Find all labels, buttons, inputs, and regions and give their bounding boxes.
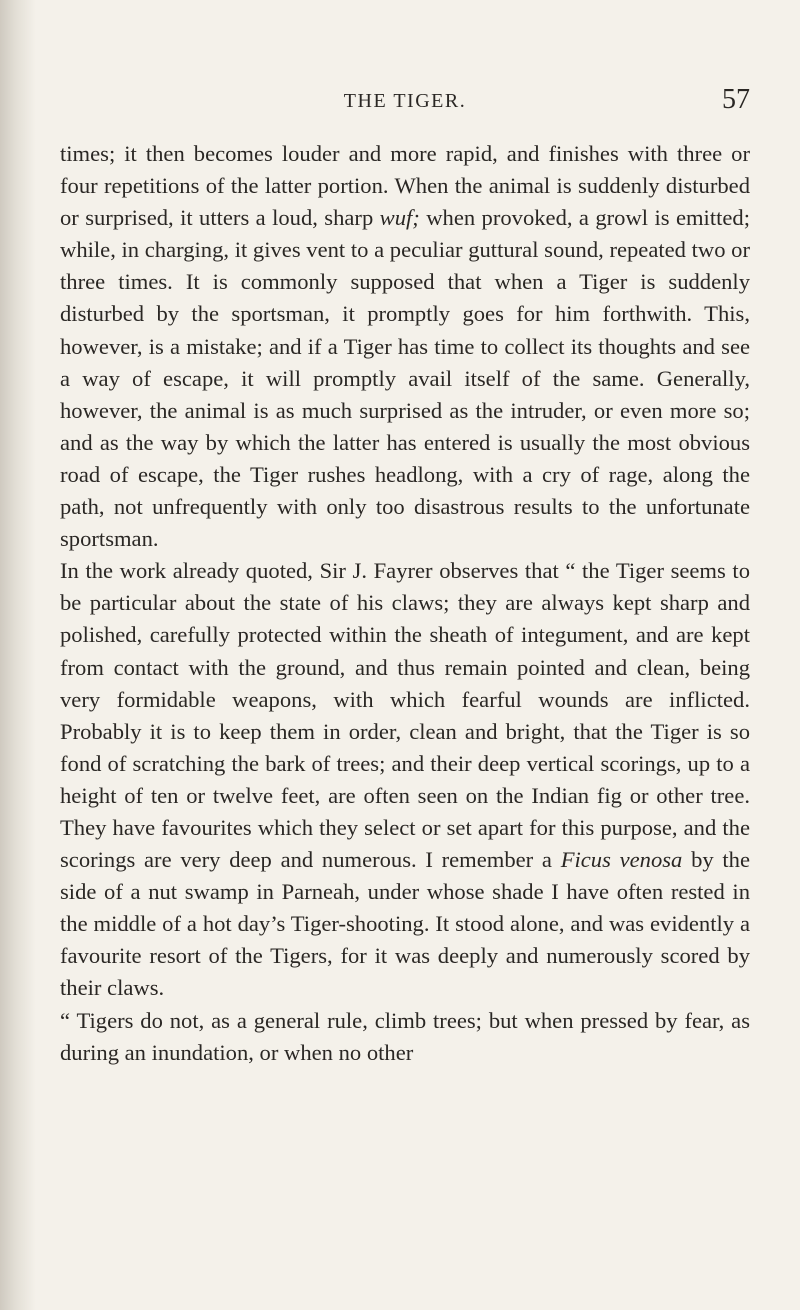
paragraph-1-text-continued: when provoked, a growl is emitted; while, in charging, it gives vent to a peculiar guttural sound, repeated two or three times. It is commonly supposed that when a Tiger is suddenly disturbed by the sportsman, it promptly goes for him forthwith. This, however, is a mistake; and if a Tiger has time to collect its thoughts and see a way of escape, it will promptly avail itself of the same. Generally, however, the animal is as much surprised as the intruder, or even more so; and as the way by which the latter has entered is usually the most obvious road of escape, the Tiger rushes headlong, with a cry of rage, along the path, not unfrequently with only too disastrous results to the unfortunate sportsman.	[60, 205, 750, 552]
paragraph-3	[60, 1005, 750, 1069]
body-text	[60, 138, 750, 1069]
page-header	[60, 84, 750, 118]
paragraph-1-text: times; it then becomes louder and more rapid, and finishes with three or four repetitions of the latter portion. When the animal is suddenly disturbed or surprised, it utters a loud, sharp	[60, 141, 750, 231]
page-gutter-shadow	[0, 0, 36, 1310]
paragraph-3-text: “ Tigers do not, as a general rule, climb trees; but when pressed by fear, as during an inundation, or when no other	[60, 1007, 750, 1065]
italic-term-wuf: wuf;	[379, 205, 420, 231]
page-number: 57	[722, 84, 750, 115]
paragraph-2-text-continued: by the side of a nut swamp in Parneah, under whose shade I have often rested in the middle of a hot day’s Tiger-shooting. It stood alone, and was evidently a favourite resort of the Tigers, for it was deeply and numerously scored by their claws.	[60, 847, 750, 1001]
paragraph-1	[60, 138, 750, 555]
running-title: THE TIGER.	[343, 90, 467, 112]
paragraph-2-text: In the work already quoted, Sir J. Fayrer observes that “ the Tiger seems to be particular about the state of his claws; they are always kept sharp and polished, carefully protected within the sheath of integument, and are kept from contact with the ground, and thus remain pointed and clean, being very formidable weapons, with which fearful wounds are inflicted. Probably it is to keep them in order, clean and bright, that the Tiger is so fond of scratching the bark of trees; and their deep vertical scorings, up to a height of ten or twelve feet, are often seen on the Indian fig or other tree. They have favourites which they select or set apart for this purpose, and the scorings are very deep and numerous. I remember a	[60, 558, 750, 873]
paragraph-2	[60, 555, 750, 1004]
italic-term-ficus-venosa: Ficus venosa	[560, 847, 683, 873]
